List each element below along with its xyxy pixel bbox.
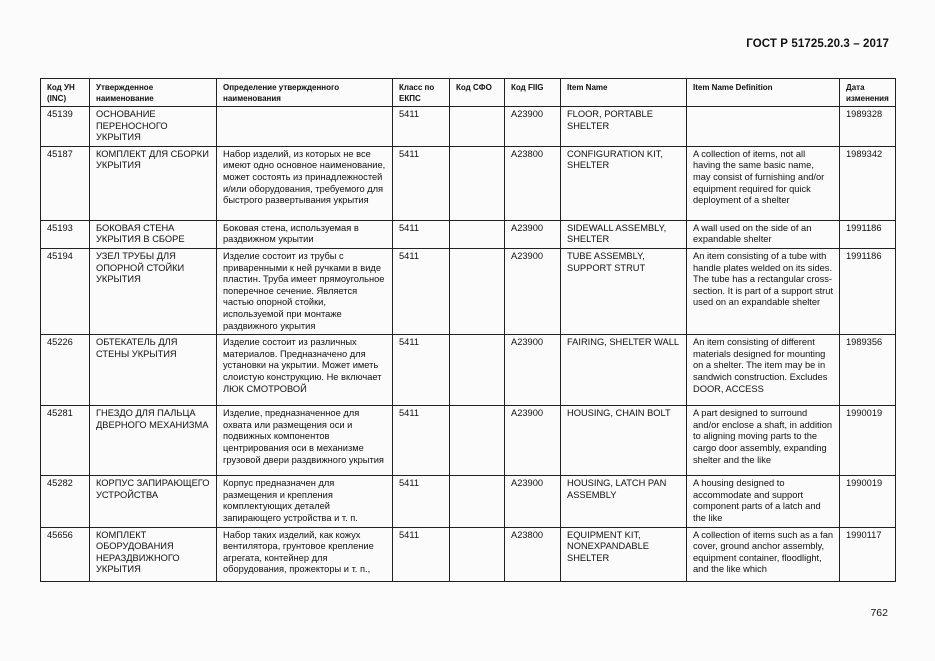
cell-sfo-code (450, 527, 505, 581)
table-header-row (41, 79, 896, 107)
column-header-sfo-code: Код СФО (450, 79, 505, 107)
cell-item-definition: A collection of items such as a fan cover, ground anchor assembly, equipment container, floodlight, and the like which (687, 527, 840, 581)
cell-ekps-class: 5411 (393, 476, 450, 527)
column-header-definition-ru: Определение утвержденного наименования (217, 79, 393, 107)
cell-definition-ru: Изделие состоит из трубы с приваренными к ней ручками в виде пластин. Труба имеет прямоугольное поперечное сечение. Является частью опорной стойки, используемой при монтаже раздвижного укрытия (217, 248, 393, 334)
cell-inc: 45194 (41, 248, 90, 334)
cell-inc: 45193 (41, 220, 90, 248)
cell-ekps-class: 5411 (393, 146, 450, 220)
table-row (41, 146, 896, 220)
cell-inc: 45282 (41, 476, 90, 527)
cell-name-ru: КОМПЛЕКТ ОБОРУДОВАНИЯ НЕРАЗДВИЖНОГО УКРЫТИЯ (90, 527, 217, 581)
cell-change-date: 1990117 (840, 527, 896, 581)
cell-ekps-class: 5411 (393, 406, 450, 476)
column-header-inc: Код УН (INC) (41, 79, 90, 107)
cell-item-name: FAIRING, SHELTER WALL (561, 335, 687, 406)
cell-item-definition (687, 107, 840, 147)
cell-inc: 45656 (41, 527, 90, 581)
cell-sfo-code (450, 406, 505, 476)
cell-ekps-class: 5411 (393, 107, 450, 147)
table-row (41, 406, 896, 476)
cell-fiig-code: A23900 (505, 248, 561, 334)
cell-sfo-code (450, 248, 505, 334)
cell-ekps-class: 5411 (393, 335, 450, 406)
cell-sfo-code (450, 220, 505, 248)
column-header-change-date: Дата изменения (840, 79, 896, 107)
cell-item-definition: A collection of items, not all having the same basic name, may consist of furnishing and/or equipment required for quick deployment of a shelter (687, 146, 840, 220)
table-row (41, 476, 896, 527)
cell-definition-ru: Набор изделий, из которых не все имеют одно основное наименование, может состоять из принадлежностей и/или оборудования, требуемого для быстрого развертывания укрытия (217, 146, 393, 220)
column-header-item-definition: Item Name Definition (687, 79, 840, 107)
column-header-name-ru: Утвержденное наименование (90, 79, 217, 107)
cell-item-name: TUBE ASSEMBLY, SUPPORT STRUT (561, 248, 687, 334)
cell-fiig-code: A23800 (505, 527, 561, 581)
table-row (41, 248, 896, 334)
cell-change-date: 1991186 (840, 248, 896, 334)
cell-item-definition: A wall used on the side of an expandable shelter (687, 220, 840, 248)
cell-item-name: FLOOR, PORTABLE SHELTER (561, 107, 687, 147)
cell-definition-ru: Корпус предназначен для размещения и крепления комплектующих деталей запирающего устройства и т. п. (217, 476, 393, 527)
cell-inc: 45139 (41, 107, 90, 147)
cell-name-ru: УЗЕЛ ТРУБЫ ДЛЯ ОПОРНОЙ СТОЙКИ УКРЫТИЯ (90, 248, 217, 334)
cell-definition-ru: Изделие, предназначенное для охвата или размещения оси и подвижных компонентов центрирования оси в механизме грузовой двери раздвижного укрытия (217, 406, 393, 476)
cell-change-date: 1991186 (840, 220, 896, 248)
document-header: ГОСТ Р 51725.20.3 – 2017 (746, 38, 889, 50)
cell-name-ru: БОКОВАЯ СТЕНА УКРЫТИЯ В СБОРЕ (90, 220, 217, 248)
table-row (41, 220, 896, 248)
cell-item-name: HOUSING, LATCH PAN ASSEMBLY (561, 476, 687, 527)
cell-fiig-code: A23800 (505, 146, 561, 220)
column-header-fiig-code: Код FIIG (505, 79, 561, 107)
cell-fiig-code: A23900 (505, 220, 561, 248)
cell-sfo-code (450, 146, 505, 220)
table-row (41, 335, 896, 406)
cell-item-definition: An item consisting of a tube with handle plates welded on its sides. The tube has a rectangular cross-section. It is part of a support strut used on an expandable shelter (687, 248, 840, 334)
cell-item-name: EQUIPMENT KIT, NONEXPANDABLE SHELTER (561, 527, 687, 581)
column-header-ekps-class: Класс по ЕКПС (393, 79, 450, 107)
cell-definition-ru: Изделие состоит из различных материалов. Предназначено для установки на укрытии. Может иметь слоистую конструкцию. Не включает ЛЮК СМОТРОВОЙ (217, 335, 393, 406)
cell-change-date: 1989328 (840, 107, 896, 147)
cell-item-definition: A housing designed to accommodate and support component parts of a latch and the like (687, 476, 840, 527)
cell-item-definition: An item consisting of different materials designed for mounting on a shelter. The item may be in sandwich construction. Excludes DOOR, ACCESS (687, 335, 840, 406)
cell-item-name: CONFIGURATION KIT, SHELTER (561, 146, 687, 220)
cell-item-name: HOUSING, CHAIN BOLT (561, 406, 687, 476)
table-row (41, 527, 896, 581)
catalog-table (40, 78, 896, 582)
cell-fiig-code: A23900 (505, 476, 561, 527)
cell-name-ru: ГНЕЗДО ДЛЯ ПАЛЬЦА ДВЕРНОГО МЕХАНИЗМА (90, 406, 217, 476)
cell-item-definition: A part designed to surround and/or enclose a shaft, in addition to aligning moving parts to the cargo door assembly, expanding shelter and the like (687, 406, 840, 476)
cell-fiig-code: A23900 (505, 406, 561, 476)
cell-change-date: 1989342 (840, 146, 896, 220)
cell-change-date: 1990019 (840, 406, 896, 476)
cell-item-name: SIDEWALL ASSEMBLY, SHELTER (561, 220, 687, 248)
cell-change-date: 1990019 (840, 476, 896, 527)
cell-definition-ru: Боковая стена, используемая в раздвижном укрытии (217, 220, 393, 248)
cell-name-ru: ОСНОВАНИЕ ПЕРЕНОСНОГО УКРЫТИЯ (90, 107, 217, 147)
cell-sfo-code (450, 335, 505, 406)
cell-name-ru: КОМПЛЕКТ ДЛЯ СБОРКИ УКРЫТИЯ (90, 146, 217, 220)
cell-sfo-code (450, 476, 505, 527)
cell-fiig-code: A23900 (505, 107, 561, 147)
page-number: 762 (870, 607, 888, 619)
cell-ekps-class: 5411 (393, 527, 450, 581)
cell-inc: 45281 (41, 406, 90, 476)
cell-inc: 45226 (41, 335, 90, 406)
cell-change-date: 1989356 (840, 335, 896, 406)
cell-name-ru: КОРПУС ЗАПИРАЮЩЕГО УСТРОЙСТВА (90, 476, 217, 527)
cell-sfo-code (450, 107, 505, 147)
cell-name-ru: ОБТЕКАТЕЛЬ ДЛЯ СТЕНЫ УКРЫТИЯ (90, 335, 217, 406)
cell-fiig-code: A23900 (505, 335, 561, 406)
cell-inc: 45187 (41, 146, 90, 220)
cell-ekps-class: 5411 (393, 248, 450, 334)
table-row (41, 107, 896, 147)
column-header-item-name: Item Name (561, 79, 687, 107)
cell-definition-ru: Набор таких изделий, как кожух вентилятора, грунтовое крепление агрегата, контейнер для оборудования, прожекторы и т. п., (217, 527, 393, 581)
cell-ekps-class: 5411 (393, 220, 450, 248)
cell-definition-ru (217, 107, 393, 147)
